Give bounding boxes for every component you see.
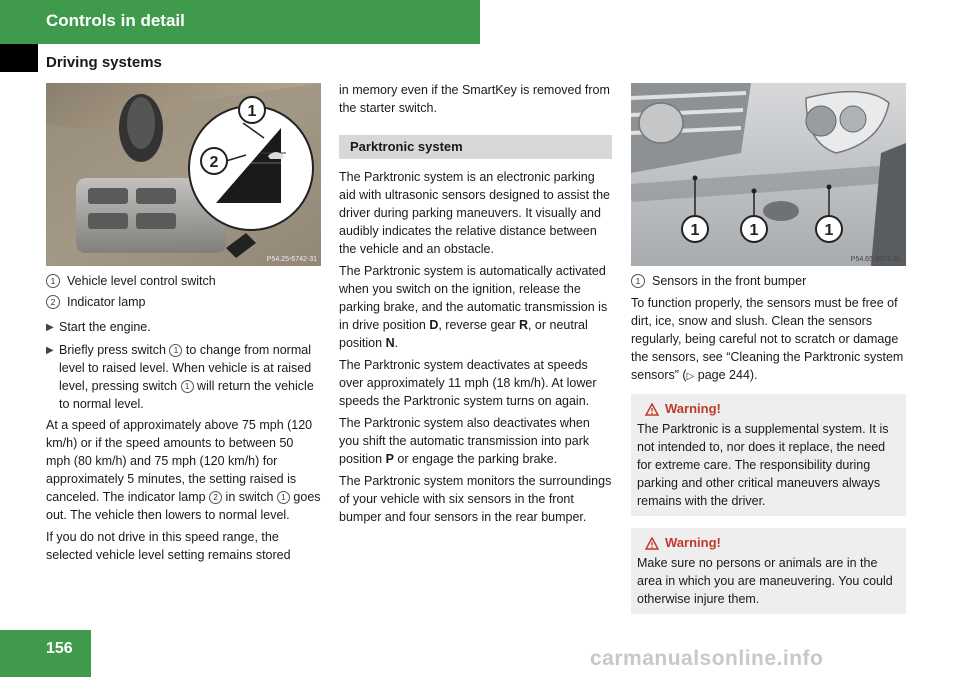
instruction-step: ▶ Briefly press switch 1 to change from normal level to raised level. When vehicle is at raised level, pressing switch 1 will return the vehicle to normal level.	[46, 343, 314, 411]
paragraph: If you do not drive in this speed range, the selected vehicle level setting remains stored	[46, 530, 291, 562]
figure-caption: P54.65-3572-31	[850, 256, 901, 263]
column-3-text	[631, 272, 906, 614]
warning-title: Warning!	[665, 401, 721, 416]
page-ref-arrow-icon: ▷	[686, 371, 695, 382]
paragraph: To function properly, the sensors must be free of dirt, ice, snow and slush. Clean the sensors regularly, being careful not to scratch or damage the sensors, see “Cleaning the Parktronic system sensors” (▷ page 244).	[631, 296, 904, 382]
legend-item: 1 Sensors in the front bumper	[631, 272, 906, 290]
page-number: 156	[46, 640, 73, 657]
paragraph: in memory even if the SmartKey is removed from the starter switch.	[339, 83, 610, 115]
watermark: carmanualsonline.info	[590, 647, 824, 670]
paragraph: The Parktronic system deactivates at speeds over approximately 11 mph (18 km/h). At lower speeds the Parktronic system turns on again.	[339, 358, 597, 408]
paragraph: The Parktronic system also deactivates when you shift the automatic transmission into park position P or engage the parking brake.	[339, 416, 590, 466]
page-number-box	[0, 630, 91, 677]
callout-2: 2	[209, 154, 219, 171]
callout-1: 1	[247, 103, 257, 120]
parktronic-heading: Parktronic system	[339, 135, 612, 159]
callout-1: 1	[824, 222, 834, 239]
callout-1: 1	[749, 222, 759, 239]
section-tab-marker	[0, 44, 38, 72]
front-bumper-sensors-image	[631, 83, 906, 266]
legend-item: 2 Indicator lamp	[46, 293, 321, 311]
warning-text: Make sure no persons or animals are in the area in which you are maneuvering. You could otherwise injure them.	[637, 556, 893, 606]
warning-triangle-icon	[645, 537, 659, 550]
column-1-text	[46, 272, 321, 568]
warning-title: Warning!	[665, 535, 721, 550]
arrow-bullet-icon: ▶	[46, 322, 54, 333]
paragraph: At a speed of approximately above 75 mph (120 km/h) or if the speed amounts to between 50 mph (80 km/h) and 75 mph (120 km/h) for approximately 5 minutes, the setting raised is canceled. The indicator lamp 2 in switch 1 goes out. The vehicle then lowers to normal level.	[46, 418, 321, 522]
chapter-title: Controls in detail	[46, 11, 185, 30]
paragraph: The Parktronic system monitors the surroundings of your vehicle with six sensors in the front bumper and four sensors in the rear bumper.	[339, 474, 612, 524]
paragraph: The Parktronic system is an electronic parking aid with ultrasonic sensors designed to assist the driver during parking maneuvers. It visually and audibly indicates the relative distance between the vehicle and an obstacle.	[339, 170, 610, 256]
warning-box	[631, 394, 906, 516]
header-bar	[0, 0, 480, 44]
figure-caption: P54.25-6742-31	[266, 256, 317, 263]
instruction-step: ▶ Start the engine.	[46, 318, 321, 337]
legend-item: 1 Vehicle level control switch	[46, 272, 321, 290]
warning-triangle-icon	[645, 403, 659, 416]
section-title: Driving systems	[46, 54, 162, 71]
warning-box	[631, 528, 906, 614]
warning-text: The Parktronic is a supplemental system. It is not intended to, nor does it replace, the need for extreme care. The responsibility during parking and other critical maneuvers always remains with the driver.	[637, 422, 889, 508]
paragraph: The Parktronic system is automatically activated when you switch on the ignition, release the parking brake, and the automatic transmission is in drive position D, reverse gear R, or neutral position N.	[339, 264, 608, 350]
column-2	[339, 81, 612, 530]
arrow-bullet-icon: ▶	[46, 345, 54, 356]
vehicle-level-switch-image	[46, 83, 321, 266]
callout-1: 1	[690, 222, 700, 239]
